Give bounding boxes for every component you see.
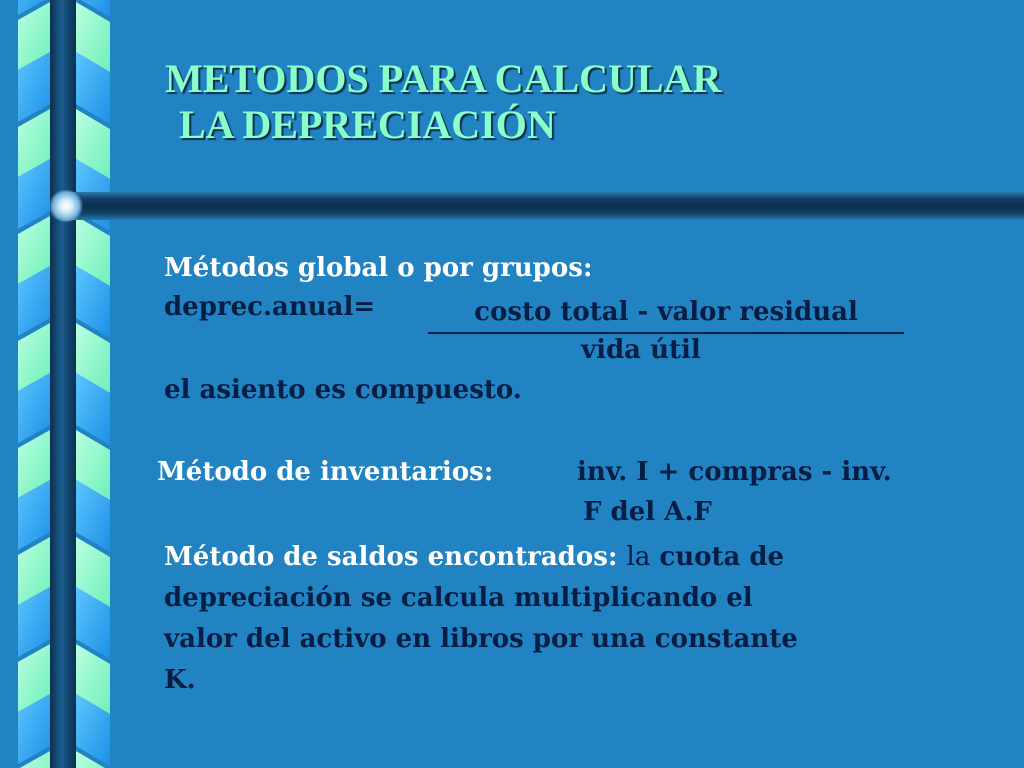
title-line-2: LA DEPRECIACIÓN xyxy=(179,102,556,147)
global-formula-denominator: vida útil xyxy=(581,335,701,365)
balance-method-text-1: cuota de xyxy=(659,542,785,572)
balance-method-heading: Método de saldos encontrados: xyxy=(164,542,618,572)
global-formula-numerator: costo total - valor residual xyxy=(428,292,904,334)
inventory-formula-line-2: F del A.F xyxy=(583,497,712,527)
page-title xyxy=(165,56,721,148)
balance-method-text-4: K. xyxy=(164,665,196,695)
inventory-method-heading: Método de inventarios: xyxy=(157,457,494,487)
balance-method-connector: la xyxy=(626,542,651,572)
balance-method-line-1 xyxy=(164,537,784,577)
global-formula-label: deprec.anual= xyxy=(164,292,376,322)
decorative-twisted-ribbon xyxy=(0,0,115,768)
balance-method-text-2: depreciación se calcula multiplicando el xyxy=(164,583,753,613)
divider-knob xyxy=(48,190,84,222)
balance-method-text-3: valor del activo en libros por una constante xyxy=(164,624,798,654)
inventory-formula-line-1: inv. I + compras - inv. xyxy=(577,457,892,487)
global-method-heading: Métodos global o por grupos: xyxy=(164,253,593,283)
title-line-1: METODOS PARA CALCULAR xyxy=(165,56,722,101)
horizontal-divider-bar xyxy=(62,192,1024,220)
global-method-note: el asiento es compuesto. xyxy=(164,375,522,405)
